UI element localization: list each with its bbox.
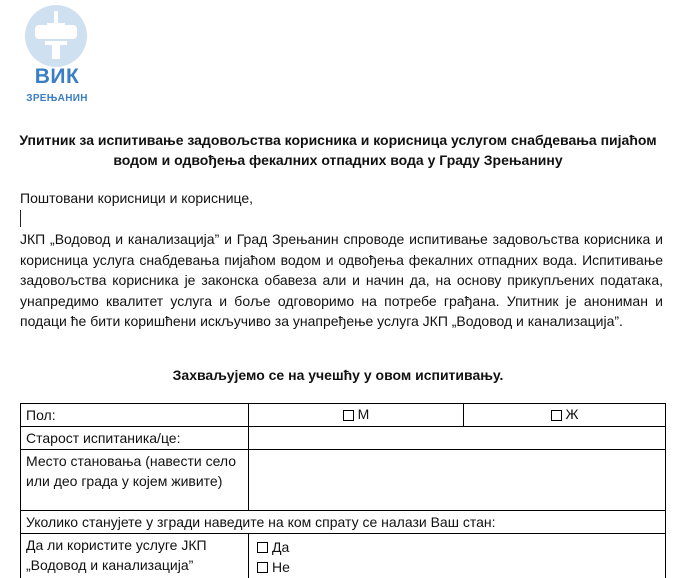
logo-name: ВИК xyxy=(34,65,80,88)
age-row xyxy=(21,427,665,450)
use-services-label: Да ли користите услуге ЈКП „Водовод и канализација” xyxy=(21,534,249,578)
use-option-no[interactable] xyxy=(249,557,665,577)
use-yes-label: Да xyxy=(272,539,290,555)
thanks-line: Захваљујемо се на учешћу у овом испитивању. xyxy=(172,367,504,383)
age-label: Старост испитаника/це: xyxy=(21,427,249,449)
use-services-row xyxy=(21,534,665,578)
floor-row xyxy=(21,511,665,534)
checkbox-icon[interactable] xyxy=(343,410,354,421)
age-field[interactable] xyxy=(249,427,665,449)
checkbox-icon[interactable] xyxy=(257,562,268,573)
residence-label: Место становања (навести село или део града у којем живите) xyxy=(21,450,249,510)
use-option-yes[interactable] xyxy=(249,537,665,557)
use-no-label: Не xyxy=(272,559,290,575)
gender-f-label: Ж xyxy=(565,406,579,422)
floor-label: Уколико станујете у згради наведите на ком спрату се налази Ваш стан: xyxy=(26,514,496,530)
checkbox-icon[interactable] xyxy=(257,542,268,553)
gender-option-m[interactable] xyxy=(249,404,464,426)
residence-row xyxy=(21,450,665,511)
residence-field[interactable] xyxy=(249,450,665,510)
logo-city: ЗРЕЊАНИН xyxy=(26,93,88,104)
water-tap-icon xyxy=(25,5,87,67)
gender-label: Пол: xyxy=(21,404,249,426)
intro-paragraph: ЈКП „Водовод и канализација” и Град Зрењанин спроводе испитивање задовољства корисника и корисница услуга снабдевања пијаћом водом и одвођења фекалних отпадних вода. Испитивање задовољства корисника је законска обавеза али и начин да, на основу прикупљених података, унапредимо квалитет услуга и боље одговоримо на потребе грађана. Упитник је анониман и подаци ће бити коришћени искључиво за унапређење услуга ЈКП „Водовод и канализација”. xyxy=(20,231,663,329)
gender-row xyxy=(21,404,665,427)
vik-logo xyxy=(22,5,92,115)
greeting: Поштовани корисници и кориснице, xyxy=(20,190,254,206)
questionnaire-title: Упитник за испитивање задовољства корисника и корисница услугом снабдевања пијаћом водом и одвођења фекалних отпадних вода у Граду Зрењанину xyxy=(19,132,657,168)
checkbox-icon[interactable] xyxy=(551,410,562,421)
text-cursor xyxy=(20,210,21,227)
use-services-options xyxy=(249,534,665,578)
gender-m-label: М xyxy=(357,406,370,422)
questionnaire-table xyxy=(20,403,666,578)
gender-option-f[interactable] xyxy=(464,404,665,426)
